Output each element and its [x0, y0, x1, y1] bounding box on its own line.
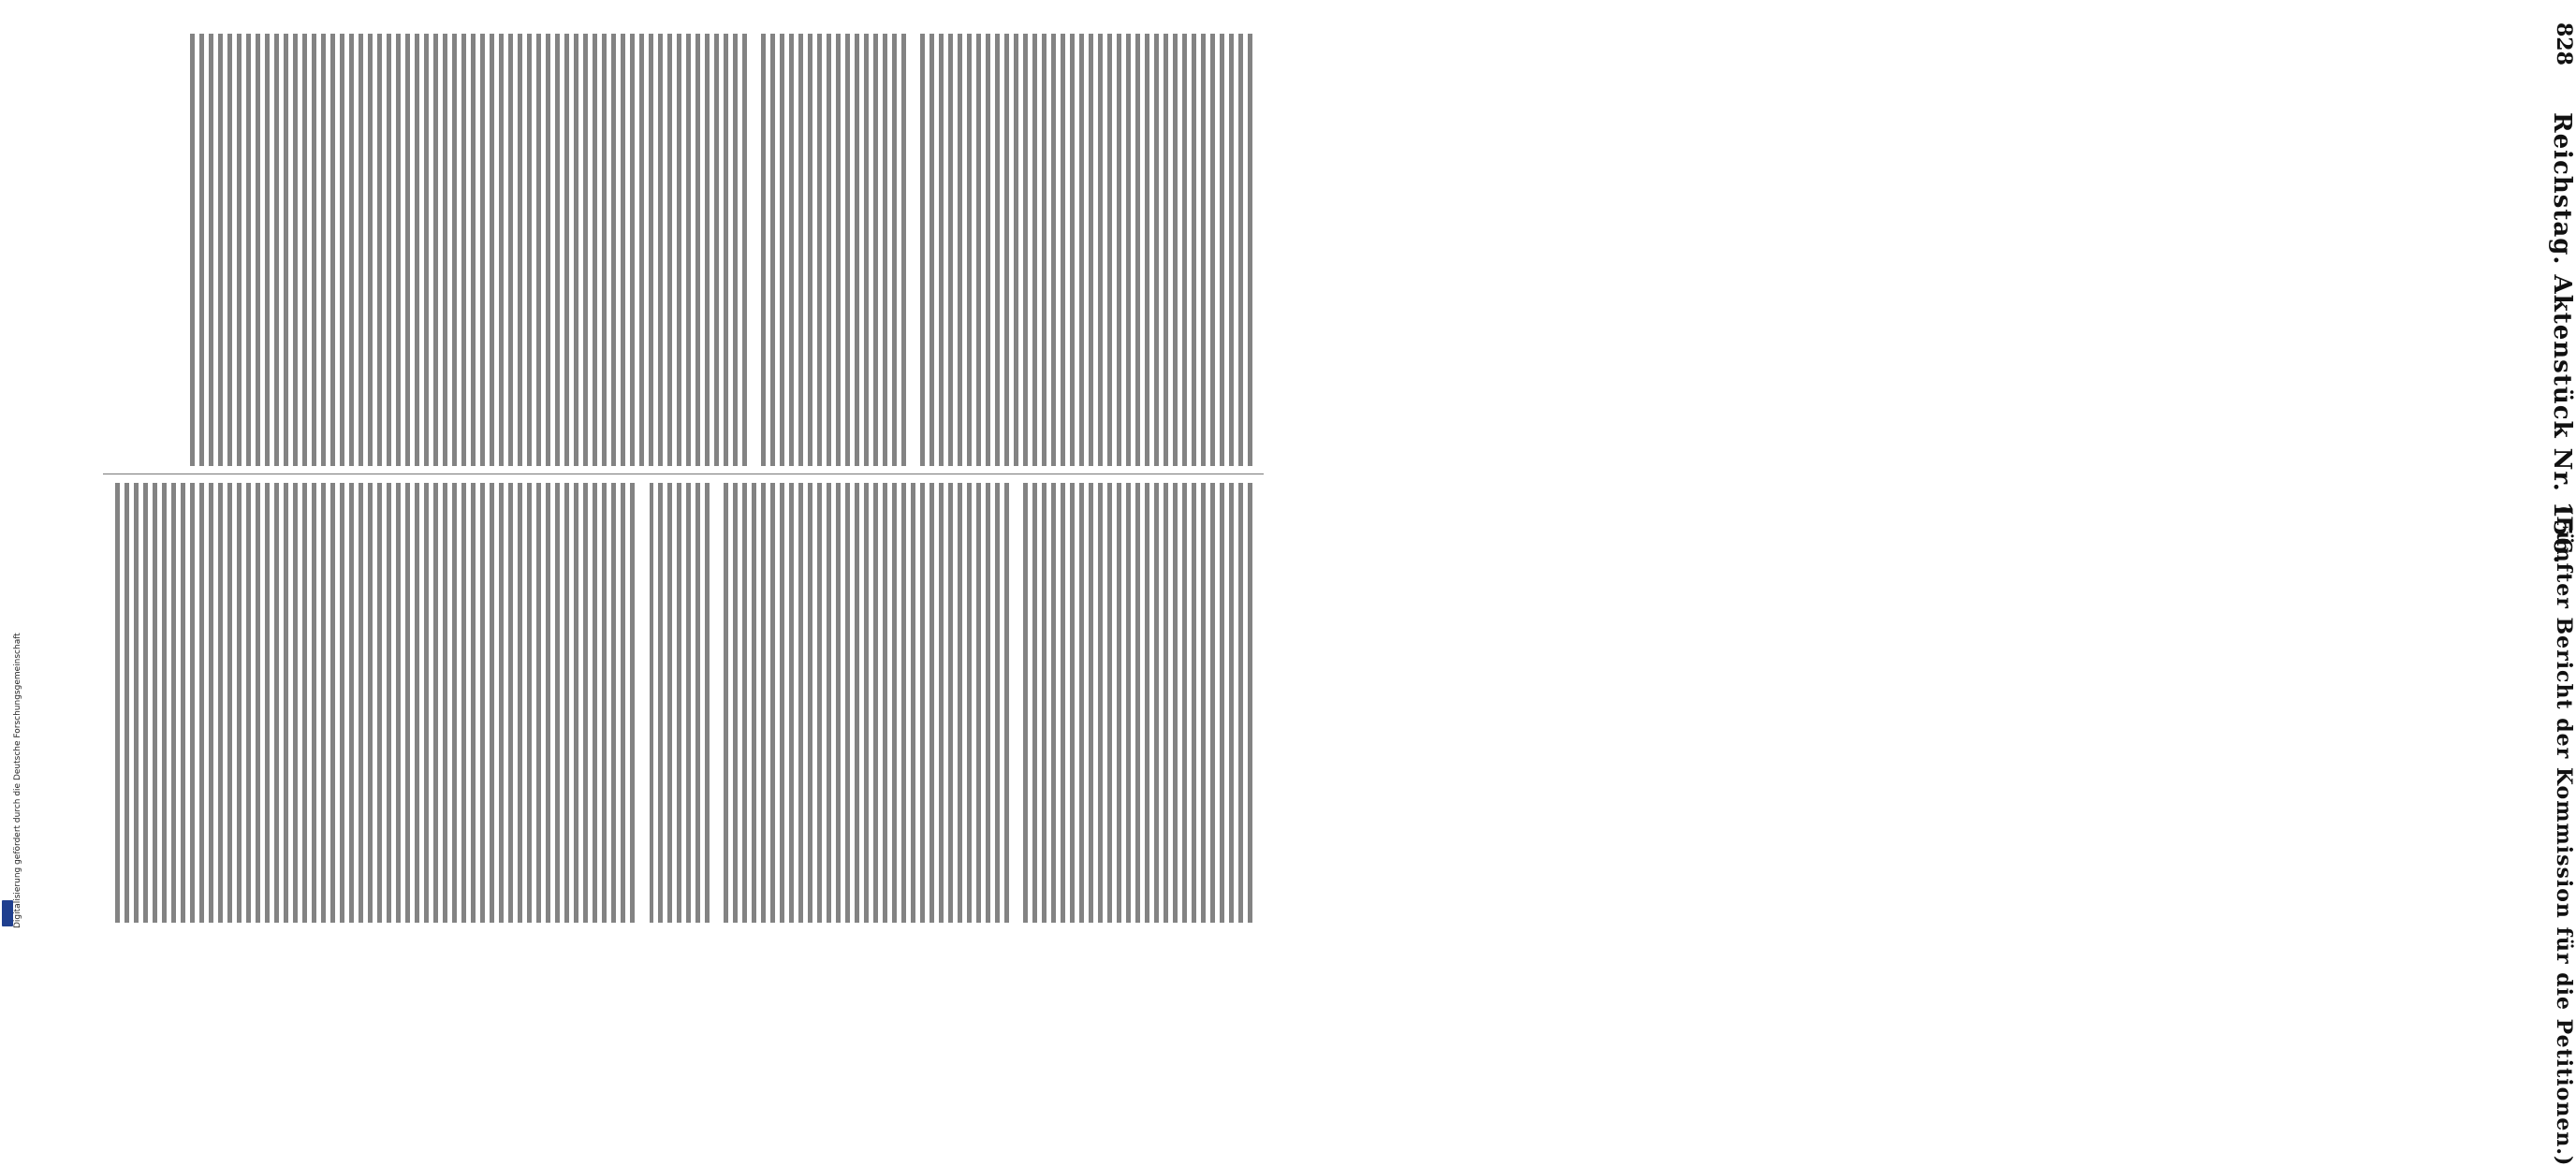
page-number: 828 [2552, 22, 2576, 66]
document-title: Reichstag. Aktenstück Nr. 156. [2548, 112, 2576, 565]
dfg-logo-icon [2, 900, 13, 926]
body-column-top [187, 34, 1254, 466]
digitization-footer [0, 0, 22, 936]
running-header [1254, 0, 2576, 1166]
document-subtitle: (Fünfter Bericht der Kommission für die Petitionen.) [2552, 505, 2576, 1166]
digitization-note: Digitalisierung gefördert durch die Deutsche Forschungsgemeinschaft [13, 633, 22, 928]
body-column-bottom [112, 483, 1254, 923]
